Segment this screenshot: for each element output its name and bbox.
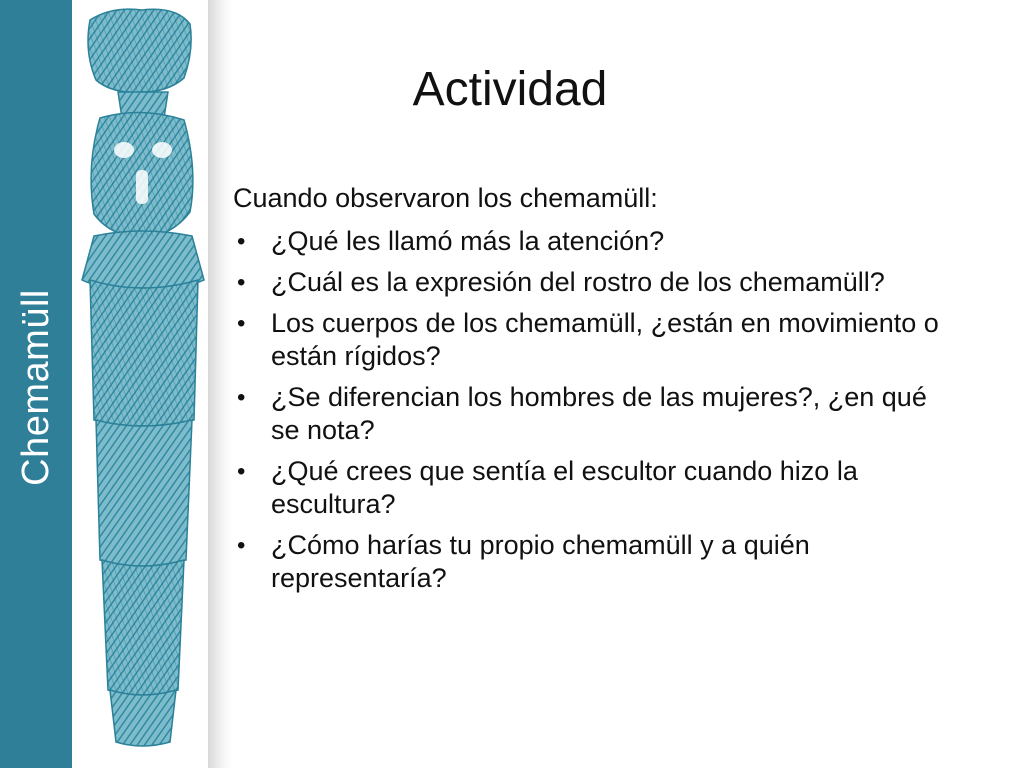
question-list (233, 225, 953, 595)
bullet-icon: • (237, 532, 246, 559)
list-item (233, 455, 953, 521)
bullet-icon: • (237, 269, 246, 296)
sidebar-title-text: Chemamüll (14, 288, 57, 486)
bullet-icon: • (237, 458, 246, 485)
question-text: ¿Qué crees que sentía el escultor cuando hizo la escultura? (271, 456, 858, 519)
list-item (233, 381, 953, 447)
bullet-icon: • (237, 228, 246, 255)
bullet-icon: • (237, 310, 246, 337)
question-text: ¿Cómo harías tu propio chemamüll y a quién representaría? (271, 530, 810, 593)
bullet-icon: • (237, 384, 246, 411)
list-item (233, 266, 953, 299)
question-text: ¿Cuál es la expresión del rostro de los chemamüll? (271, 267, 885, 297)
slide-content (233, 182, 953, 603)
list-item (233, 307, 953, 373)
intro-text: Cuando observaron los chemamüll: (233, 183, 658, 213)
question-text: ¿Se diferencian los hombres de las mujeres?, ¿en qué se nota? (271, 382, 927, 445)
question-text: Los cuerpos de los chemamüll, ¿están en movimiento o están rígidos? (271, 308, 939, 371)
sidebar-title (0, 0, 72, 768)
question-text: ¿Qué les llamó más la atención? (271, 226, 665, 256)
list-item (233, 225, 953, 258)
chemamull-sketch-image (72, 0, 212, 768)
slide-title: Actividad (412, 63, 608, 116)
list-item (233, 529, 953, 595)
